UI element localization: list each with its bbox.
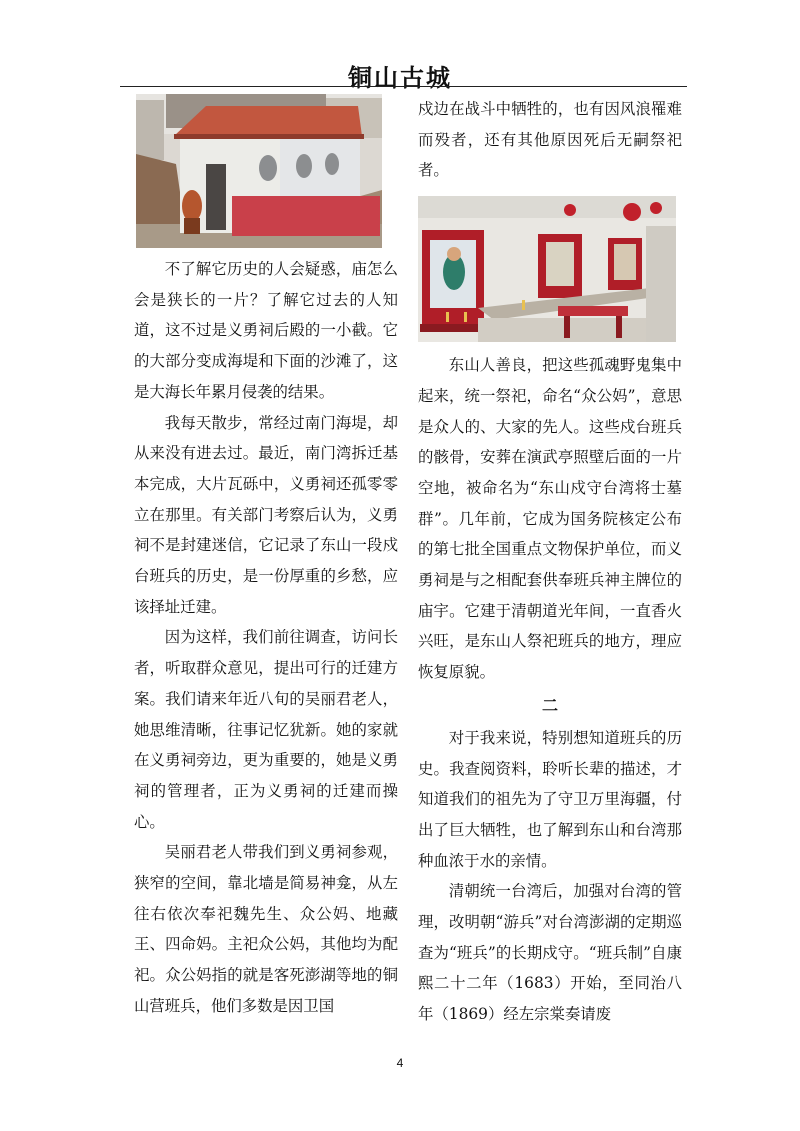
left-paragraph-2: 我每天散步，常经过南门海堤，却从来没有进去过。最近，南门湾拆迁基本完成，大片瓦砾中，义勇祠还孤零零立在那里。有关部门考察后认为，义勇祠不是封建迷信，它记录了东山一段戍台班兵的历史，是一份厚重的乡愁，应该择址迁建。 (134, 413, 398, 616)
left-column (134, 94, 398, 1022)
section-number: 二 (541, 695, 558, 715)
shrine-exterior-photo (136, 94, 382, 248)
right-column (418, 94, 682, 1030)
left-paragraph-4: 吴丽君老人带我们到义勇祠参观，狭窄的空间，靠北墙是简易神龛，从左往右依次奉祀魏先生、众公妈、地藏王、四命妈。主祀众公妈，其他均为配祀。众公妈指的就是客死澎湖等地的铜山营班兵，他们多数是因卫国 (134, 843, 398, 1015)
left-paragraph-3: 因为这样，我们前往调查，访问长者，听取群众意见，提出可行的迁建方案。我们请来年近八旬的吴丽君老人，她思维清晰，往事记忆犹新。她的家就在义勇祠旁边，更为重要的，她是义勇祠的管理者，正为义勇祠的迁建而操心。 (134, 628, 398, 831)
shrine-altar-photo (418, 196, 676, 342)
right-paragraph-2: 对于我来说，特别想知道班兵的历史。我查阅资料，聆听长辈的描述，才知道我们的祖先为了守卫万里海疆，付出了巨大牺牲，也了解到东山和台湾那种血浓于水的亲情。 (418, 728, 682, 870)
right-paragraph-1: 东山人善良，把这些孤魂野鬼集中起来，统一祭祀，命名“众公妈”，意思是众人的、大家的先人。这些戍台班兵的骸骨，安葬在演武亭照壁后面的一片空地，被命名为“东山戍守台湾将士墓群”。几年前，它成为国务院核定公布的第七批全国重点文物保护单位，而义勇祠是与之相配套供奉班兵神主牌位的庙宇。它建于清朝道光年间，一直香火兴旺，是东山人祭祀班兵的地方，理应恢复原貌。 (418, 356, 682, 682)
page-number: 4 (396, 1056, 404, 1070)
right-continuation-paragraph: 戍边在战斗中牺牲的，也有因风浪罹难而殁者，还有其他原因死后无嗣祭祀者。 (418, 100, 682, 180)
shrine-exterior-illustration (136, 94, 382, 248)
right-paragraph-3: 清朝统一台湾后，加强对台湾的管理，改明朝“游兵”对台湾澎湖的定期巡查为“班兵”的长期戍守。“班兵制”自康熙二十二年（1683）开始，至同治八年（1869）经左宗棠奏请废 (418, 882, 682, 1024)
shrine-altar-illustration (418, 196, 676, 342)
page-header-title: 铜山古城 (348, 63, 452, 92)
header-rule (120, 86, 687, 87)
left-paragraph-1: 不了解它历史的人会疑惑，庙怎么会是狭长的一片？了解它过去的人知道，这不过是义勇祠后殿的一小截。它的大部分变成海堤和下面的沙滩了，这是大海长年累月侵袭的结果。 (134, 260, 398, 401)
